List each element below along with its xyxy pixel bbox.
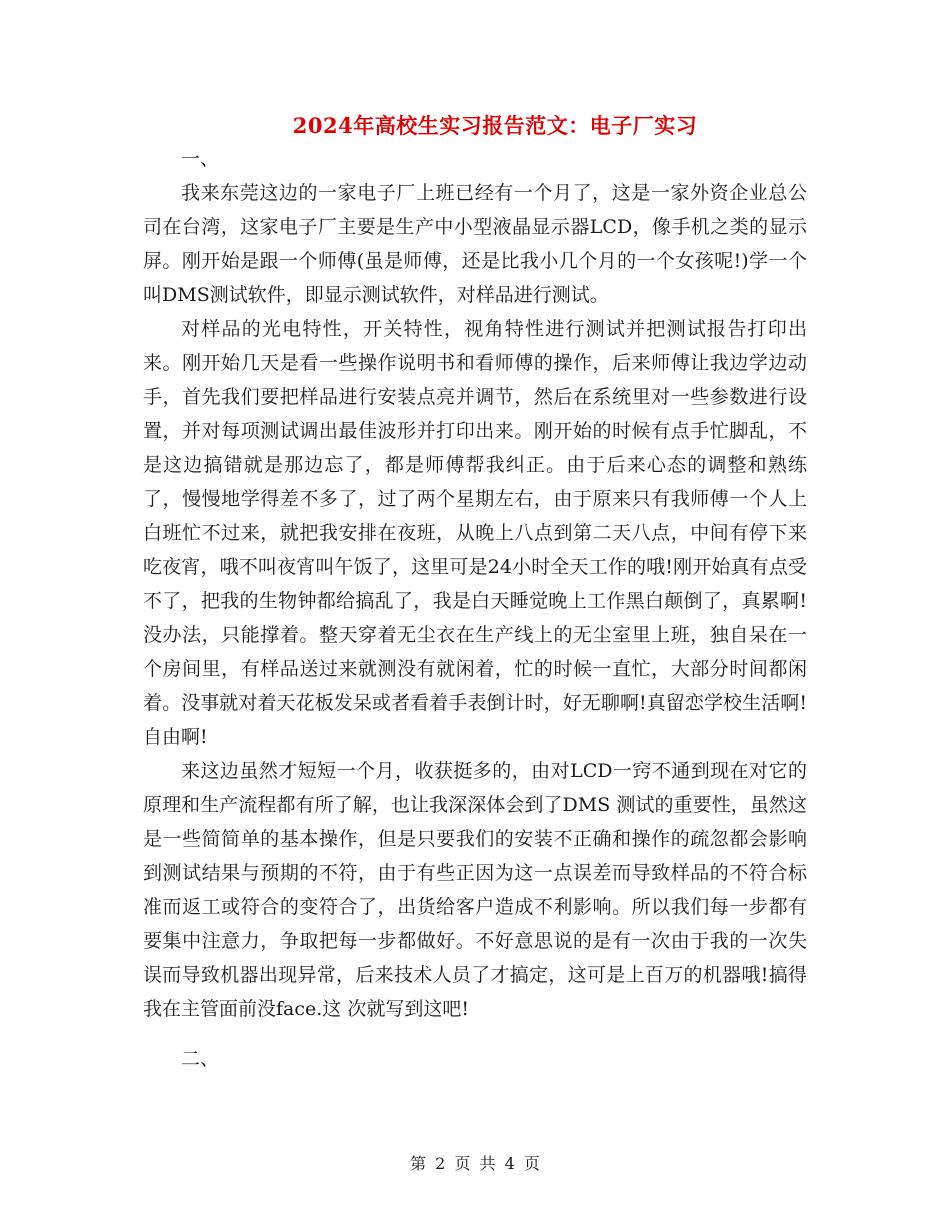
paragraph-spacer — [143, 1026, 807, 1042]
page-footer: 第 2 页 共 4 页 — [410, 1154, 540, 1173]
paragraph-1: 我来东莞这边的一家电子厂上班已经有一个月了，这是一家外资企业总公司在台湾，这家电子厂主要是生产中小型液晶显示器LCD，像手机之类的显示屏。刚开始是跟一个师傅(虽是师傅，还是比我小几个月的一个女孩呢!)学一个叫DMS测试软件，即显示测试软件，对样品进行测试。 — [143, 182, 807, 306]
section-heading-1: 一、 — [181, 148, 220, 170]
paragraph-3: 来这边虽然才短短一个月，收获挺多的，由对LCD一窍不通到现在对它的原理和生产流程都有所了解，也让我深深体会到了DMS 测试的重要性，虽然这是一些简简单的基本操作，但是只要我们的安装不正确和操作的疏忽都会影响到测试结果与预期的不符，由于有些正因为这一点误差而导致样品的不符合标准而返工或符合的变符合了，出货给客户造成不利影响。所以我们每一步都有要集中注意力，争取把每一步都做好。不好意思说的是有一次由于我的一次失误而导致机器出现异常，后来技术人员了才搞定，这可是上百万的机器哦!搞得我在主管面前没face.这 次就写到这吧! — [143, 760, 807, 1020]
document-body — [143, 142, 807, 1076]
document-title: 2024年高校生实习报告范文：电子厂实习 — [292, 113, 698, 138]
paragraph-2: 对样品的光电特性，开关特性，视角特性进行测试并把测试报告打印出来。刚开始几天是看一些操作说明书和看师傅的操作，后来师傅让我边学边动手，首先我们要把样品进行安装点亮并调节，然后在系统里对一些参数进行设置，并对每项测试调出最佳波形并打印出来。刚开始的时候有点手忙脚乱，不是这边搞错就是那边忘了，都是师傅帮我纠正。由于后来心态的调整和熟练了，慢慢地学得差不多了，过了两个星期左右，由于原来只有我师傅一个人上白班忙不过来，就把我安排在夜班，从晚上八点到第二天八点，中间有停下来吃夜宵，哦不叫夜宵叫午饭了，这里可是24小时全天工作的哦!刚开始真有点受不了，把我的生物钟都给搞乱了，我是白天睡觉晚上工作黑白颠倒了，真累啊!没办法，只能撑着。整天穿着无尘衣在生产线上的无尘室里上班，独自呆在一个房间里，有样品送过来就测没有就闲着，忙的时候一直忙，大部分时间都闲着。没事就对着天花板发呆或者看着手表倒计时，好无聊啊!真留恋学校生活啊!自由啊! — [143, 318, 807, 748]
section-heading-2: 二、 — [181, 1048, 220, 1070]
